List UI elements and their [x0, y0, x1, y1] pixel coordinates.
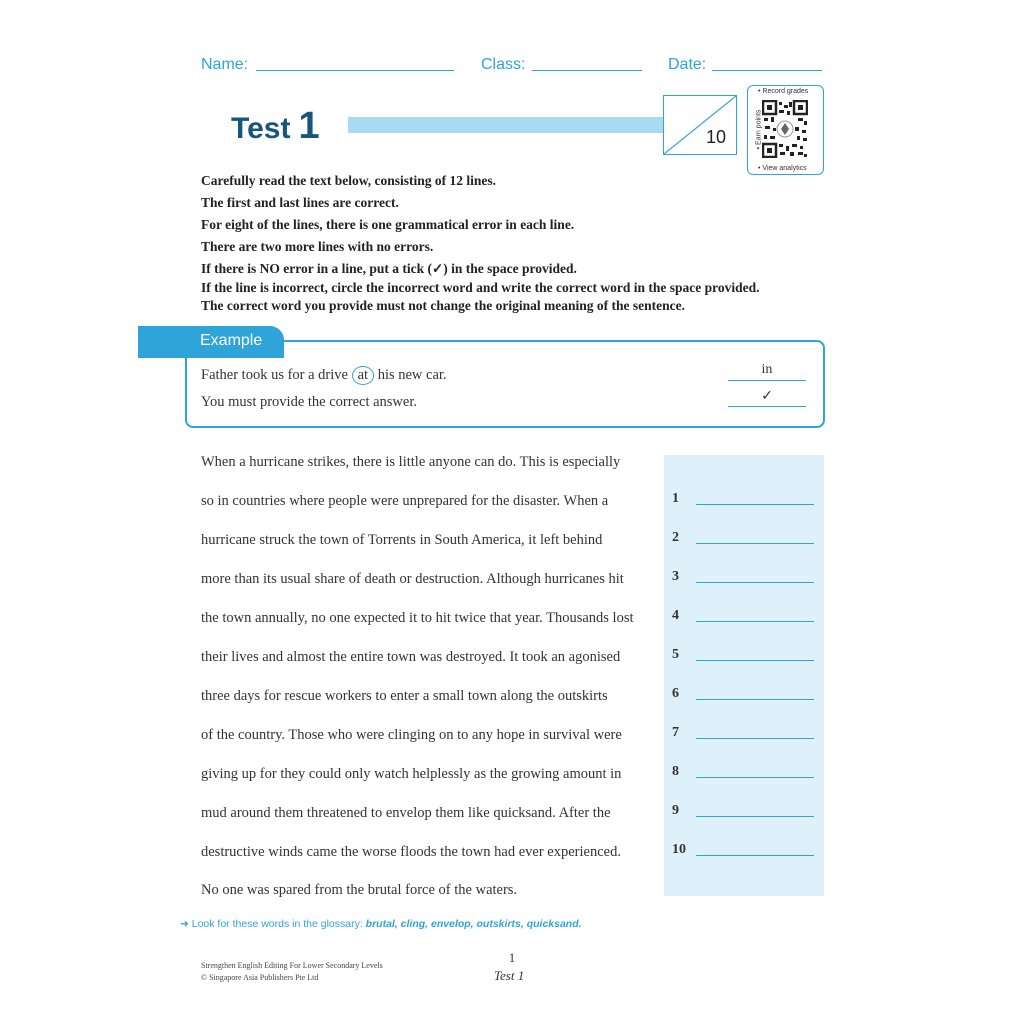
example-tab-label: Example — [200, 332, 263, 349]
example-line-1 — [201, 366, 447, 385]
answer-number: 4 — [672, 608, 679, 623]
example-answer-1: in — [728, 362, 806, 381]
date-label: Date: — [668, 56, 707, 73]
instruction-line: There are two more lines with no errors. — [201, 239, 434, 254]
answer-number: 8 — [672, 764, 679, 779]
answer-blank-5[interactable] — [696, 660, 814, 661]
example-tab — [138, 326, 284, 358]
instruction-line: The correct word you provide must not change the original meaning of the sentence. — [201, 298, 685, 313]
example-text: Father took us for a drive — [201, 367, 348, 383]
instruction-line: If there is NO error in a line, put a tick (✓) in the space provided. — [201, 261, 577, 276]
passage-line: hurricane struck the town of Torrents in South America, it left behind — [201, 532, 603, 548]
answer-panel — [664, 455, 824, 896]
qr-panel[interactable] — [747, 85, 824, 175]
footer-credits — [201, 960, 383, 984]
example-line-2: You must provide the correct answer. — [201, 394, 417, 410]
answer-blank-6[interactable] — [696, 699, 814, 700]
answer-number: 2 — [672, 530, 679, 545]
glossary-note — [180, 918, 582, 930]
class-field[interactable] — [532, 70, 642, 71]
answer-number: 5 — [672, 647, 679, 662]
example-circled-word: at — [352, 366, 374, 385]
answer-number: 6 — [672, 686, 679, 701]
title-number: 1 — [298, 105, 320, 147]
score-max: 10 — [705, 127, 726, 147]
instruction-line: For eight of the lines, there is one grammatical error in each line. — [201, 217, 575, 232]
passage-line: When a hurricane strikes, there is little anyone can do. This is especially — [201, 454, 621, 470]
answer-blank-3[interactable] — [696, 582, 814, 583]
page-label: Test 1 — [494, 968, 525, 983]
answer-blank-10[interactable] — [696, 855, 814, 856]
answer-blank-4[interactable] — [696, 621, 814, 622]
qr-earn-points: • Earn points — [755, 109, 763, 150]
example-text: his new car. — [377, 367, 447, 383]
title-word: Test — [231, 112, 291, 145]
passage-line: the town annually, no one expected it to hit twice that year. Thousands lost — [201, 610, 634, 626]
footer-book-title: Strengthen English Editing For Lower Secondary Levels — [201, 961, 383, 970]
footer-copyright: © Singapore Asia Publishers Pte Ltd — [201, 973, 319, 982]
answer-blank-7[interactable] — [696, 738, 814, 739]
name-field[interactable] — [256, 70, 454, 71]
arrow-right-icon: ➜ — [180, 918, 189, 930]
score-box[interactable] — [663, 95, 737, 155]
name-label: Name: — [201, 56, 249, 73]
glossary-prefix: Look for these words in the glossary: — [191, 918, 363, 930]
answer-number: 10 — [672, 842, 686, 857]
passage-line: destructive winds came the worse floods the town had ever experienced. — [201, 844, 621, 860]
qr-code-icon[interactable] — [762, 100, 808, 158]
qr-view-analytics: • View analytics — [758, 165, 807, 172]
answer-blank-9[interactable] — [696, 816, 814, 817]
passage-line: so in countries where people were unprepared for the disaster. When a — [201, 493, 609, 509]
answer-number: 1 — [672, 491, 679, 506]
example-answer-2: ✓ — [728, 388, 806, 407]
passage-line: No one was spared from the brutal force of the waters. — [201, 882, 518, 898]
date-field[interactable] — [712, 70, 822, 71]
passage-line: three days for rescue workers to enter a small town along the outskirts — [201, 688, 608, 704]
answer-blank-1[interactable] — [696, 504, 814, 505]
page-title — [231, 105, 320, 148]
instruction-line: If the line is incorrect, circle the incorrect word and write the correct word in the space provided. — [201, 280, 760, 295]
passage-line: their lives and almost the entire town was destroyed. It took an agonised — [201, 649, 621, 665]
answer-number: 7 — [672, 725, 679, 740]
answer-number: 9 — [672, 803, 679, 818]
passage-line: of the country. Those who were clinging on to any hope in survival were — [201, 727, 622, 743]
instruction-line: Carefully read the text below, consisting of 12 lines. — [201, 173, 496, 188]
glossary-words: brutal, cling, envelop, outskirts, quicksand. — [365, 918, 582, 930]
passage-line: mud around them threatened to envelop them like quicksand. After the — [201, 805, 611, 821]
qr-record-grades: • Record grades — [758, 88, 809, 95]
instruction-line: The first and last lines are correct. — [201, 195, 399, 210]
answer-number: 3 — [672, 569, 679, 584]
passage-line: more than its usual share of death or destruction. Although hurricanes hit — [201, 571, 624, 587]
title-bar — [348, 117, 664, 133]
answer-blank-2[interactable] — [696, 543, 814, 544]
answer-blank-8[interactable] — [696, 777, 814, 778]
class-label: Class: — [481, 56, 526, 73]
passage-line: giving up for they could only watch helplessly as the growing amount in — [201, 766, 622, 782]
page-number: 1 — [508, 950, 516, 965]
